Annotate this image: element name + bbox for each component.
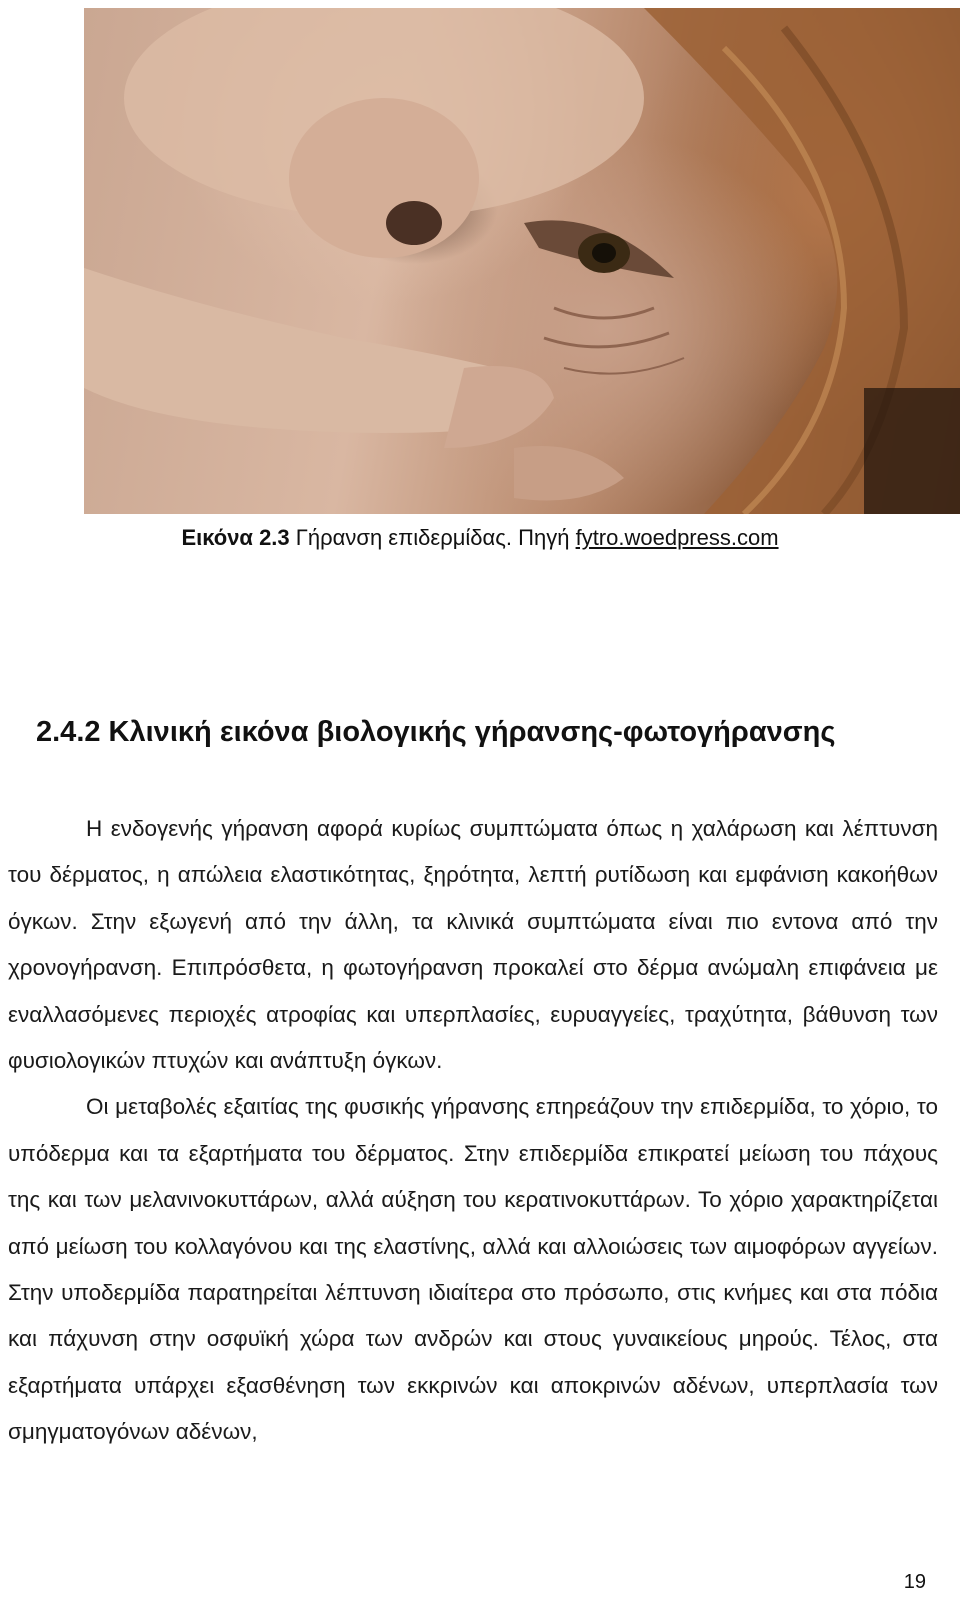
figure-label: Εικόνα 2.3	[181, 525, 290, 550]
paragraph-2: Οι μεταβολές εξαιτίας της φυσικής γήρανσης επηρεάζουν την επιδερμίδα, το χόριο, το υπόδερμα και τα εξαρτήματα του δέρματος. Στην επιδερμίδα επικρατεί μείωση του πάχους της και των μελανινοκυττάρων, αλλά αύξηση του κερατινοκυττάρων. Το χόριο χαρακτηρίζεται από μείωση του κολλαγόνου και της ελαστίνης, αλλά και αλλοιώσεις των αιμοφόρων αγγείων. Στην υποδερμίδα παρατηρείται λέπτυνση ιδιαίτερα στο πρόσωπο, στις κνήμες και στα πόδια και πάχυνση στην οσφυϊκή χώρα των ανδρών και στους γυναικείους μηρούς. Τέλος, στα εξαρτήματα υπάρχει εξασθένηση των εκκρινών και αποκρινών αδένων, υπερπλασία των σμηγματογόνων αδένων,	[8, 1094, 938, 1445]
section-heading: 2.4.2 Κλινική εικόνα βιολογικής γήρανσης-φωτογήρανσης	[36, 716, 836, 748]
face-illustration	[84, 8, 960, 514]
figure-photo	[84, 8, 960, 514]
figure-caption	[0, 523, 960, 553]
body-text	[8, 806, 938, 1456]
paragraph-1: Η ενδογενής γήρανση αφορά κυρίως συμπτώματα όπως η χαλάρωση και λέπτυνση του δέρματος, η απώλεια ελαστικότητας, ξηρότητα, λεπτή ρυτίδωση και εμφάνιση κακοήθων όγκων. Στην εξωγενή από την άλλη, τα κλινικά συμπτώματα είναι πιο εντονα από την χρονογήρανση. Επιπρόσθετα, η φωτογήρανση προκαλεί στο δέρμα ανώμαλη επιφάνεια με εναλλασόμενες περιοχές ατροφίας και υπερπλασίες, ευρυαγγείες, τραχύτητα, βάθυνση των φυσιολογικών πτυχών και ανάπτυξη όγκων.	[8, 816, 938, 1074]
figure-caption-text: Γήρανση επιδερμίδας. Πηγή	[295, 525, 570, 550]
page-number: 19	[903, 1571, 926, 1593]
figure-source-link[interactable]: fytro.woedpress.com	[575, 525, 779, 550]
